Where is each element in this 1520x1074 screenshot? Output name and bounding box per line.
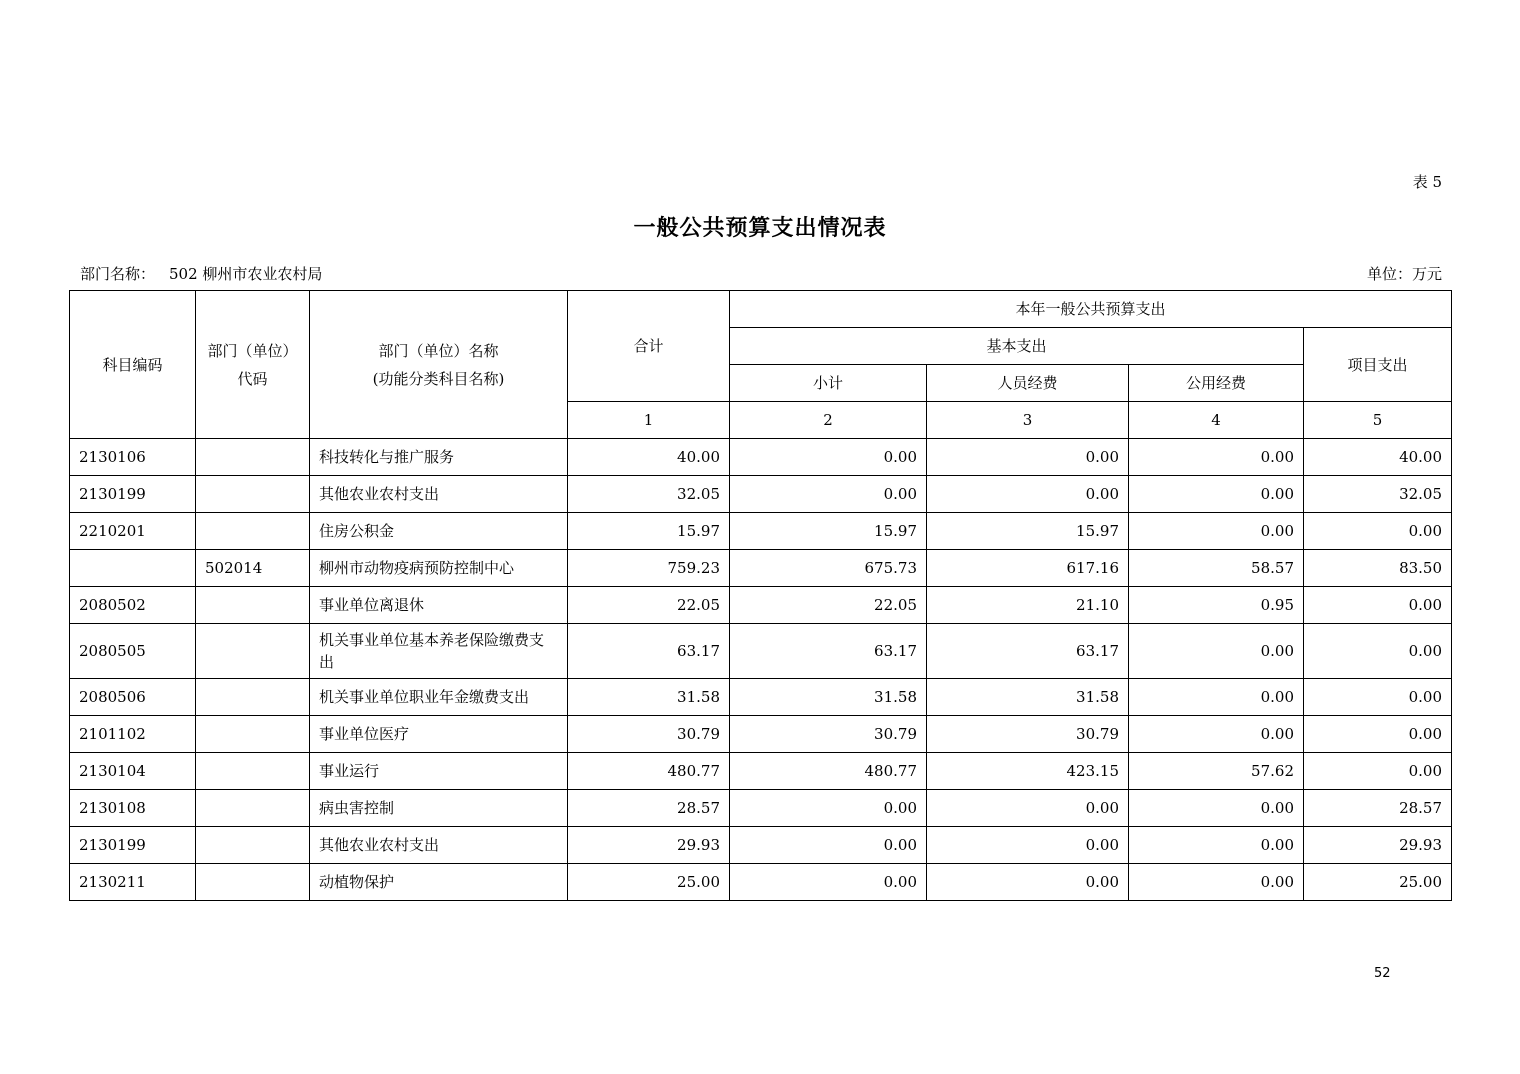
table-row (70, 716, 1452, 753)
table-header (70, 291, 1452, 439)
cell-subject-code: 2130108 (70, 790, 196, 827)
header-subtotal: 小计 (730, 365, 927, 402)
cell-total: 22.05 (568, 587, 730, 624)
table-row (70, 550, 1452, 587)
cell-name: 事业单位医疗 (310, 716, 568, 753)
cell-subject-code: 2130104 (70, 753, 196, 790)
header-group: 本年一般公共预算支出 (730, 291, 1452, 328)
cell-total: 40.00 (568, 439, 730, 476)
cell-subtotal: 30.79 (730, 716, 927, 753)
header-dept-code (196, 291, 310, 439)
header-col-index-3: 3 (927, 402, 1129, 439)
page-number: 52 (1374, 966, 1391, 981)
cell-public: 0.00 (1129, 476, 1304, 513)
table-row (70, 790, 1452, 827)
cell-public: 0.00 (1129, 790, 1304, 827)
cell-name: 事业单位离退休 (310, 587, 568, 624)
cell-project: 0.00 (1304, 513, 1452, 550)
table-row (70, 439, 1452, 476)
unit-label: 单位：万元 (1366, 265, 1442, 283)
cell-total: 29.93 (568, 827, 730, 864)
cell-subject-code: 2101102 (70, 716, 196, 753)
cell-name: 动植物保护 (310, 864, 568, 901)
header-dept-name-line1: 部门（单位）名称 (378, 341, 499, 360)
cell-public: 0.00 (1129, 679, 1304, 716)
table-row (70, 513, 1452, 550)
cell-personnel: 423.15 (927, 753, 1129, 790)
header-col-index-2: 2 (730, 402, 927, 439)
cell-subject-code: 2080506 (70, 679, 196, 716)
table-number: 表 5 (1412, 173, 1442, 191)
cell-name: 住房公积金 (310, 513, 568, 550)
cell-project: 40.00 (1304, 439, 1452, 476)
cell-dept-code (196, 716, 310, 753)
header-col-index-5: 5 (1304, 402, 1452, 439)
cell-project: 0.00 (1304, 716, 1452, 753)
cell-subtotal: 15.97 (730, 513, 927, 550)
cell-personnel: 31.58 (927, 679, 1129, 716)
cell-subject-code (70, 550, 196, 587)
cell-public: 0.95 (1129, 587, 1304, 624)
cell-public: 0.00 (1129, 439, 1304, 476)
cell-subject-code: 2080502 (70, 587, 196, 624)
cell-public: 57.62 (1129, 753, 1304, 790)
cell-project: 29.93 (1304, 827, 1452, 864)
cell-personnel: 15.97 (927, 513, 1129, 550)
header-dept-code-line2: 代码 (237, 369, 268, 388)
cell-project: 0.00 (1304, 587, 1452, 624)
table-row (70, 679, 1452, 716)
cell-dept-code (196, 624, 310, 679)
header-public: 公用经费 (1129, 365, 1304, 402)
cell-dept-code (196, 587, 310, 624)
cell-public: 0.00 (1129, 716, 1304, 753)
cell-personnel: 0.00 (927, 864, 1129, 901)
cell-personnel: 0.00 (927, 476, 1129, 513)
cell-personnel: 21.10 (927, 587, 1129, 624)
header-project: 项目支出 (1304, 328, 1452, 402)
cell-name: 事业运行 (310, 753, 568, 790)
cell-subtotal: 22.05 (730, 587, 927, 624)
header-basic: 基本支出 (730, 328, 1304, 365)
cell-subtotal: 0.00 (730, 790, 927, 827)
cell-project: 0.00 (1304, 624, 1452, 679)
header-personnel: 人员经费 (927, 365, 1129, 402)
table-row (70, 624, 1452, 679)
cell-total: 28.57 (568, 790, 730, 827)
table-row (70, 864, 1452, 901)
cell-name: 柳州市动物疫病预防控制中心 (310, 550, 568, 587)
cell-total: 31.58 (568, 679, 730, 716)
cell-subject-code: 2130211 (70, 864, 196, 901)
cell-total: 63.17 (568, 624, 730, 679)
meta-row (80, 263, 1442, 284)
cell-dept-code (196, 439, 310, 476)
cell-personnel: 0.00 (927, 790, 1129, 827)
budget-table (69, 290, 1452, 901)
cell-subject-code: 2080505 (70, 624, 196, 679)
cell-name: 其他农业农村支出 (310, 827, 568, 864)
cell-project: 25.00 (1304, 864, 1452, 901)
page-title: 一般公共预算支出情况表 (633, 215, 887, 241)
cell-dept-code (196, 790, 310, 827)
cell-total: 32.05 (568, 476, 730, 513)
cell-personnel: 63.17 (927, 624, 1129, 679)
cell-subtotal: 675.73 (730, 550, 927, 587)
cell-subtotal: 0.00 (730, 439, 927, 476)
cell-project: 28.57 (1304, 790, 1452, 827)
cell-subtotal: 0.00 (730, 476, 927, 513)
cell-total: 30.79 (568, 716, 730, 753)
cell-name: 机关事业单位职业年金缴费支出 (310, 679, 568, 716)
header-total: 合计 (568, 291, 730, 402)
table-row (70, 587, 1452, 624)
table-row (70, 827, 1452, 864)
cell-subtotal: 31.58 (730, 679, 927, 716)
cell-name: 机关事业单位基本养老保险缴费支出 (310, 624, 568, 679)
header-dept-name (310, 291, 568, 439)
department-info (80, 263, 322, 284)
table-row (70, 753, 1452, 790)
cell-subtotal: 0.00 (730, 827, 927, 864)
cell-subject-code: 2130199 (70, 476, 196, 513)
cell-public: 0.00 (1129, 827, 1304, 864)
cell-project: 0.00 (1304, 679, 1452, 716)
cell-dept-code (196, 864, 310, 901)
cell-dept-code (196, 679, 310, 716)
cell-total: 480.77 (568, 753, 730, 790)
cell-subject-code: 2130199 (70, 827, 196, 864)
cell-personnel: 617.16 (927, 550, 1129, 587)
header-dept-name-line2: (功能分类科目名称) (372, 369, 505, 388)
cell-dept-code (196, 476, 310, 513)
table-row (70, 476, 1452, 513)
department-value: 502 柳州市农业农村局 (169, 265, 323, 283)
cell-name: 病虫害控制 (310, 790, 568, 827)
cell-subtotal: 0.00 (730, 864, 927, 901)
cell-dept-code (196, 753, 310, 790)
cell-subject-code: 2210201 (70, 513, 196, 550)
cell-personnel: 0.00 (927, 439, 1129, 476)
cell-subtotal: 480.77 (730, 753, 927, 790)
cell-subject-code: 2130106 (70, 439, 196, 476)
cell-personnel: 30.79 (927, 716, 1129, 753)
cell-total: 25.00 (568, 864, 730, 901)
cell-project: 83.50 (1304, 550, 1452, 587)
cell-public: 0.00 (1129, 624, 1304, 679)
cell-project: 0.00 (1304, 753, 1452, 790)
header-subject-code: 科目编码 (70, 291, 196, 439)
cell-subtotal: 63.17 (730, 624, 927, 679)
header-col-index-4: 4 (1129, 402, 1304, 439)
cell-dept-code (196, 827, 310, 864)
cell-dept-code (196, 513, 310, 550)
cell-total: 15.97 (568, 513, 730, 550)
cell-name: 科技转化与推广服务 (310, 439, 568, 476)
header-col-index-1: 1 (568, 402, 730, 439)
table-body (70, 439, 1452, 901)
cell-name: 其他农业农村支出 (310, 476, 568, 513)
cell-project: 32.05 (1304, 476, 1452, 513)
cell-public: 0.00 (1129, 864, 1304, 901)
cell-public: 58.57 (1129, 550, 1304, 587)
cell-dept-code: 502014 (196, 550, 310, 587)
department-label: 部门名称： (80, 265, 156, 283)
cell-total: 759.23 (568, 550, 730, 587)
header-dept-code-line1: 部门（单位） (207, 341, 298, 360)
cell-public: 0.00 (1129, 513, 1304, 550)
cell-personnel: 0.00 (927, 827, 1129, 864)
